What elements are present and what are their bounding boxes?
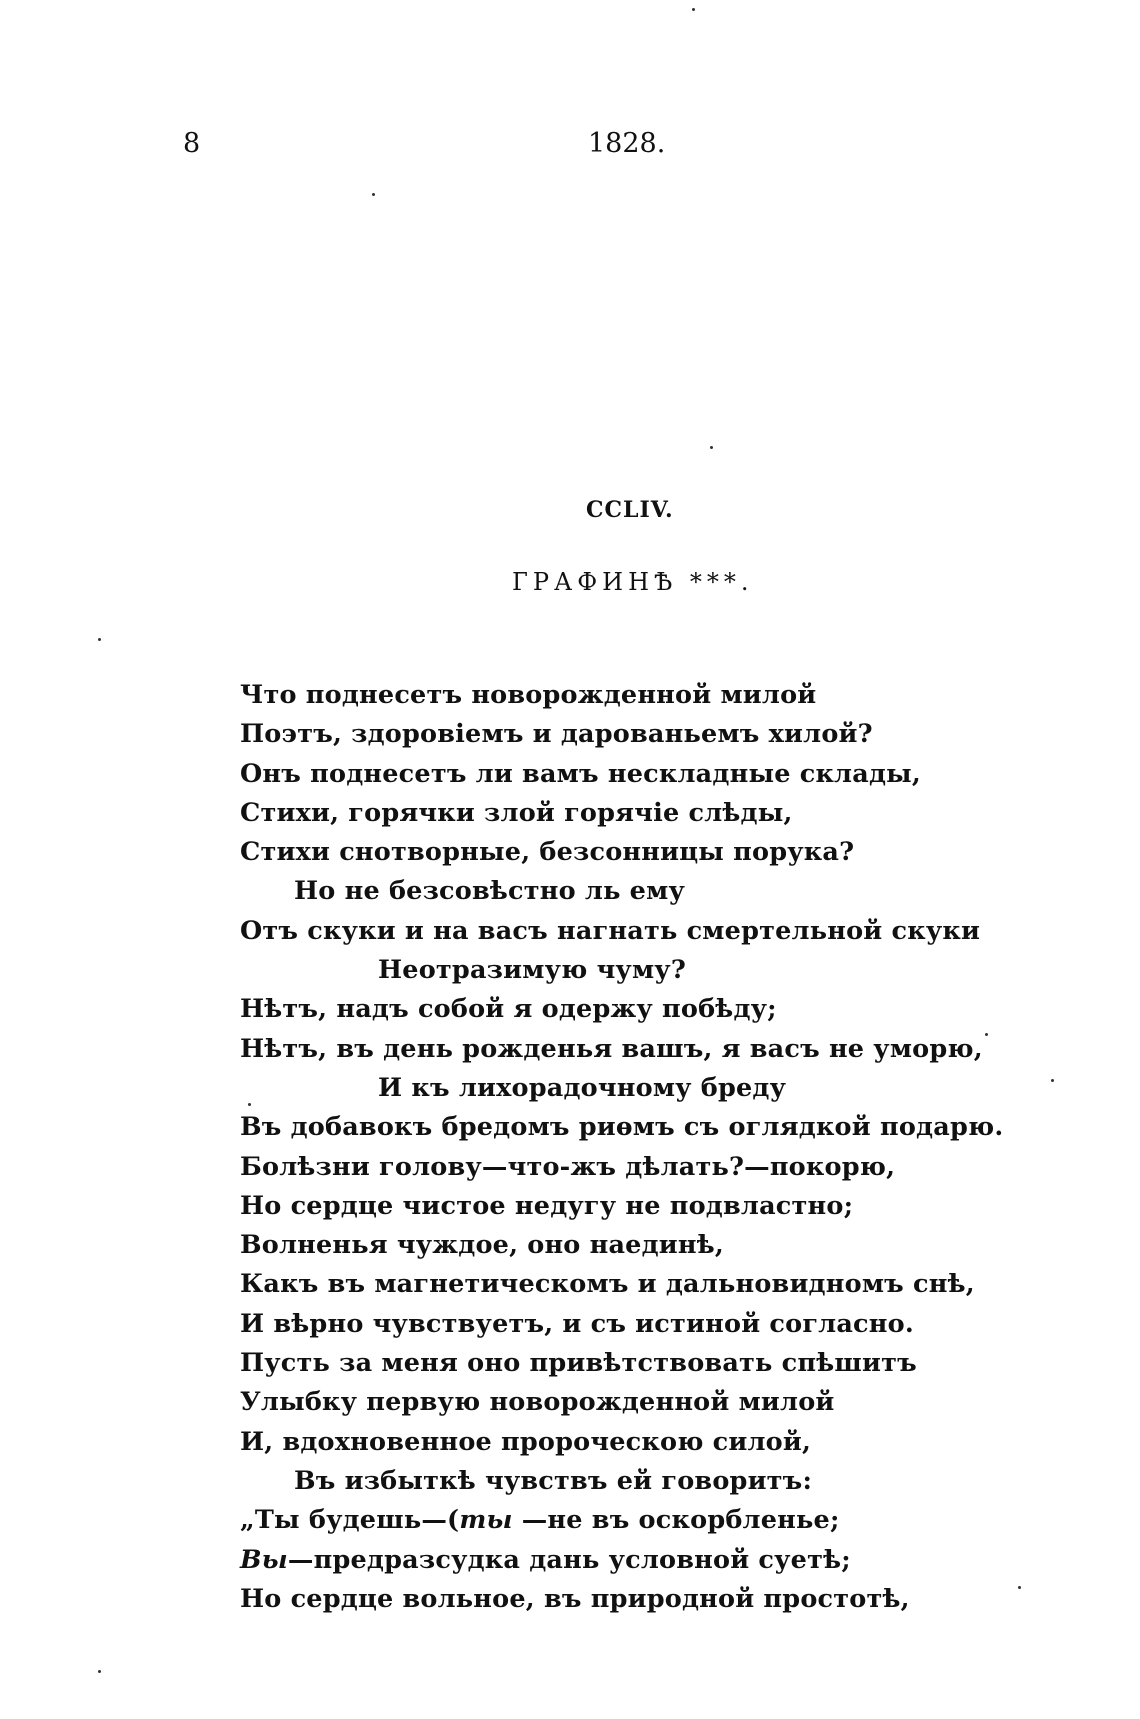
print-speck bbox=[1018, 1586, 1021, 1589]
poem-line: Въ избыткѣ чувствъ ей говоритъ: bbox=[294, 1465, 813, 1496]
print-speck bbox=[98, 1670, 101, 1673]
poem-line: Улыбку первую новорожденной милой bbox=[240, 1387, 835, 1418]
line-text: —предразсудка дань условной суетѣ; bbox=[287, 1544, 851, 1575]
print-speck bbox=[98, 638, 101, 641]
page-number: 8 bbox=[183, 128, 201, 159]
poem-line: Пусть за меня оно привѣтствовать спѣшитъ bbox=[240, 1348, 917, 1379]
poem-line: И къ лихорадочному бреду bbox=[378, 1072, 787, 1103]
poem-line: Въ добавокъ бредомъ риѳмъ съ оглядкой подарю. bbox=[240, 1112, 1004, 1143]
poem-number: CCLIV. bbox=[586, 497, 674, 523]
poem-line bbox=[240, 1541, 1003, 1580]
print-speck bbox=[710, 446, 713, 449]
poem-line bbox=[240, 1501, 1003, 1540]
poem-body bbox=[240, 676, 1003, 1619]
poem-title: ГРАФИНѢ ***. bbox=[512, 568, 754, 596]
print-speck bbox=[985, 1033, 988, 1036]
line-italic-text: ты bbox=[459, 1505, 513, 1536]
poem-line: Онъ поднесетъ ли вамъ нескладные склады, bbox=[240, 758, 921, 789]
print-speck bbox=[372, 193, 375, 196]
poem-line: Но сердце чистое недугу не подвластно; bbox=[240, 1190, 854, 1221]
poem-line: Неотразимую чуму? bbox=[378, 955, 686, 986]
poem-line: И вѣрно чувствуетъ, и съ истиной согласно. bbox=[240, 1308, 914, 1339]
print-speck bbox=[692, 8, 695, 11]
print-speck bbox=[248, 1103, 251, 1106]
poem-line: Отъ скуки и на васъ нагнать смертельной скуки bbox=[240, 915, 981, 946]
poem-line: Но не безсовѣстно ль ему bbox=[294, 876, 685, 907]
poem-line: Стихи, горячки злой горячіе слѣды, bbox=[240, 797, 793, 828]
poem-line: Что поднесетъ новорожденной милой bbox=[240, 680, 817, 710]
line-text: —не въ оскорбленье; bbox=[512, 1505, 840, 1536]
running-head-year: 1828. bbox=[588, 128, 666, 159]
poem-line: Какъ въ магнетическомъ и дальновидномъ снѣ, bbox=[240, 1269, 975, 1300]
poem-line: Но сердце вольное, въ природной простотѣ, bbox=[240, 1583, 910, 1614]
poem-line: Стихи снотворные, безсонницы порука? bbox=[240, 837, 855, 868]
print-speck bbox=[1051, 1079, 1054, 1082]
poem-line: Нѣтъ, надъ собой я одержу побѣду; bbox=[240, 994, 777, 1025]
poem-line: И, вдохновенное пророческою силой, bbox=[240, 1426, 812, 1457]
poem-line: Нѣтъ, въ день рожденья вашъ, я васъ не уморю, bbox=[240, 1033, 983, 1064]
poem-line: Болѣзни голову—что-жъ дѣлать?—покорю, bbox=[240, 1151, 896, 1182]
poem-line: Волненья чуждое, оно наединѣ, bbox=[240, 1230, 724, 1261]
line-italic-text: Вы bbox=[240, 1544, 288, 1575]
poem-line: Поэтъ, здоровіемъ и дарованьемъ хилой? bbox=[240, 719, 873, 750]
line-text: „Ты будешь—( bbox=[240, 1505, 460, 1536]
